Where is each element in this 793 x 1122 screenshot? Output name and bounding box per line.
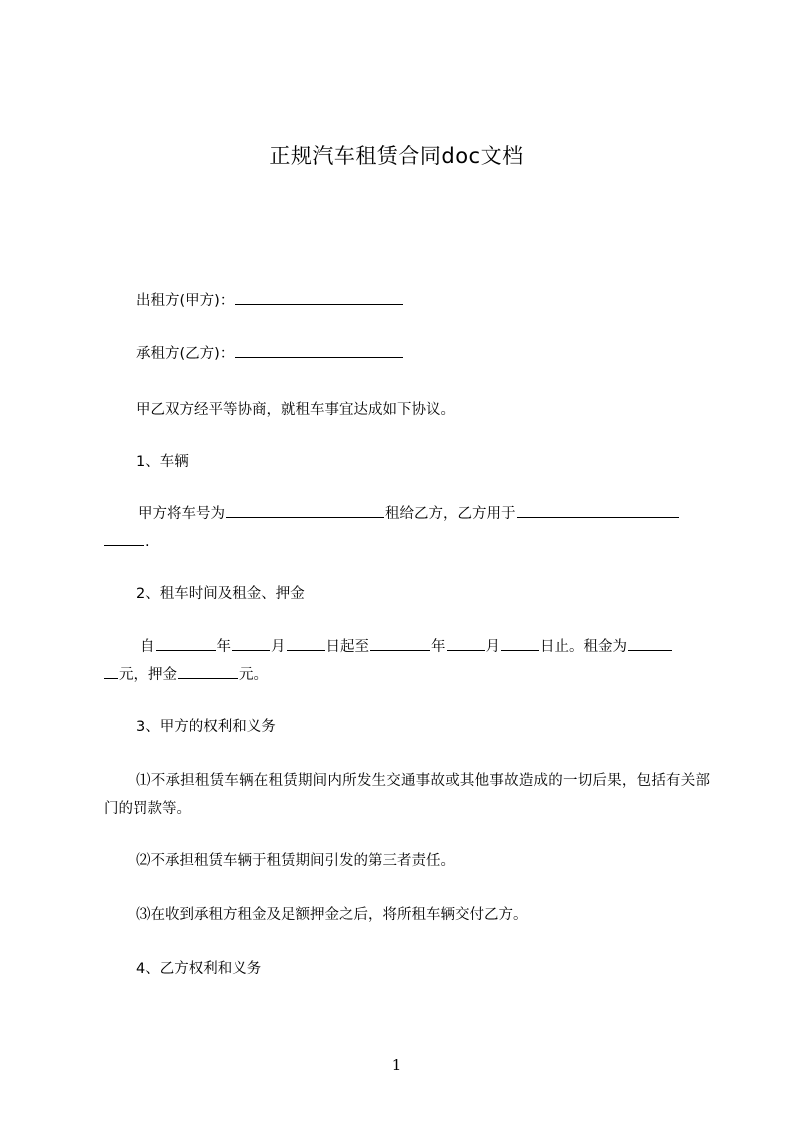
end-month-blank[interactable] [447, 649, 485, 651]
end-day-blank[interactable] [501, 649, 539, 651]
section3-item3 [104, 901, 710, 929]
yuan2-text: 元。 [239, 667, 268, 683]
section2-heading-text: 2、租车时间及租金、押金 [136, 586, 305, 602]
year1-text: 年 [216, 639, 231, 655]
usage-blank-1[interactable] [517, 516, 679, 518]
section2-heading [104, 580, 710, 608]
lessee-line [104, 340, 710, 368]
lessor-blank[interactable] [235, 303, 403, 305]
end-year-blank[interactable] [370, 649, 430, 651]
day2-text: 日止。租金为 [540, 639, 627, 655]
start-day-blank[interactable] [287, 649, 325, 651]
section3-item2-text: ⑵不承担租赁车辆于租赁期间引发的第三者责任。 [136, 853, 455, 869]
document-title: 正规汽车租赁合同doc文档 [269, 144, 524, 168]
from-text: 自 [140, 639, 155, 655]
section4-heading-text: 4、乙方权利和义务 [136, 961, 262, 977]
month1-text: 月 [271, 639, 286, 655]
year2-text: 年 [431, 639, 446, 655]
section4-heading [104, 955, 710, 983]
section3-heading [104, 713, 710, 741]
section3-item1: ⑴不承担租赁车辆在租赁期间内所发生交通事故或其他事故造成的一切后果，包括有关部门的罚款等。 [104, 773, 710, 817]
section1-heading [104, 448, 710, 476]
section1-line2 [104, 528, 710, 556]
yuan1-text: 元，押金 [119, 667, 177, 683]
section1-heading-text: 1、车辆 [136, 454, 189, 470]
intro-paragraph [104, 396, 710, 424]
section1-text-b: 租给乙方，乙方用于 [385, 506, 516, 522]
intro-text: 甲乙双方经平等协商，就租车事宜达成如下协议。 [136, 402, 455, 418]
month2-text: 月 [485, 639, 500, 655]
section2-line1 [104, 633, 710, 661]
usage-blank-2[interactable] [104, 544, 144, 546]
section3-heading-text: 3、甲方的权利和义务 [136, 719, 276, 735]
lessor-label: 出租方(甲方)： [136, 293, 235, 309]
start-year-blank[interactable] [156, 649, 216, 651]
section1-line1 [104, 500, 710, 528]
plate-number-blank[interactable] [226, 516, 384, 518]
lessee-label: 承租方(乙方)： [136, 346, 235, 362]
section1-text-a: 甲方将车号为 [138, 506, 225, 522]
section3-item2 [104, 847, 710, 875]
section2-line2 [104, 661, 710, 689]
rent-blank-1[interactable] [628, 649, 672, 651]
lessor-line [104, 287, 710, 315]
day1-text: 日起至 [325, 639, 369, 655]
lessee-blank[interactable] [235, 356, 403, 358]
page-number: 1 [391, 1056, 402, 1074]
section3-item3-text: ⑶在收到承租方租金及足额押金之后，将所租车辆交付乙方。 [136, 907, 528, 923]
rent-blank-2[interactable] [104, 677, 118, 679]
deposit-blank[interactable] [178, 677, 238, 679]
section1-text-end: . [145, 534, 150, 550]
start-month-blank[interactable] [232, 649, 270, 651]
